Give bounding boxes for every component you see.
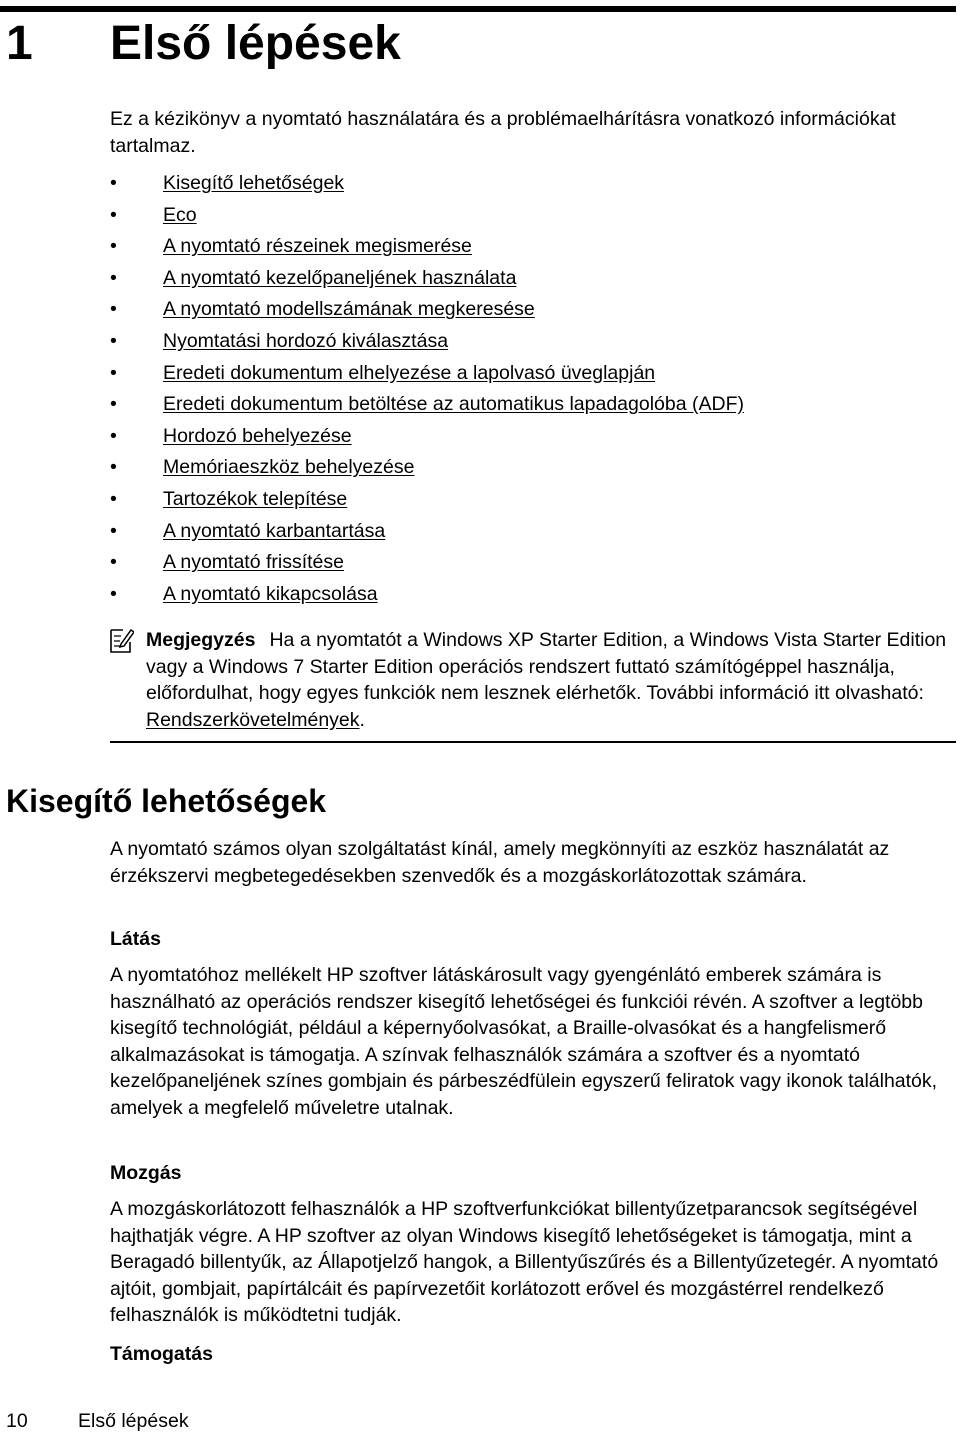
toc-item <box>110 455 744 487</box>
chapter-top-rule <box>0 6 956 12</box>
chapter-toc <box>110 171 744 613</box>
toc-link[interactable]: Nyomtatási hordozó kiválasztása <box>163 329 449 352</box>
toc-link[interactable]: A nyomtató modellszámának megkeresése <box>163 298 535 321</box>
bullet-icon: • <box>110 172 117 194</box>
toc-item <box>110 361 744 393</box>
toc-item <box>110 519 744 551</box>
toc-link[interactable]: Eredeti dokumentum betöltése az automatikus lapadagolóba (ADF) <box>163 393 744 416</box>
bullet-icon: • <box>110 329 117 352</box>
subheading-latas: Látás <box>110 928 161 950</box>
bullet-icon: • <box>110 361 117 384</box>
section-title: Kisegítő lehetőségek <box>6 783 327 819</box>
toc-link[interactable]: Tartozékok telepítése <box>163 487 348 510</box>
bullet-icon: • <box>110 551 117 574</box>
note-label: Megjegyzés <box>146 629 256 651</box>
latas-paragraph: A nyomtatóhoz mellékelt HP szoftver látáskárosult vagy gyengénlátó emberek számára is használható az operációs rendszer kisegítő lehetőségei és funkciói révén. A szoftver a legtöbb kisegítő technológiát, például a képernyőolvasókat, a Braille-olvasókat és a hangfelismerő alkalmazásokat is támogatja. A színvak felhasználók számára a szoftver és a nyomtató kezelőpaneljének színes gombjain és párbeszédfülein egyszerű feliratok vagy ikonok találhatók, amelyek a megfelelő műveletre utalnak. <box>110 964 938 1119</box>
toc-link[interactable]: A nyomtató kikapcsolása <box>163 582 378 605</box>
toc-item <box>110 297 744 329</box>
toc-item <box>110 203 744 235</box>
note-link[interactable]: Rendszerkövetelmények <box>146 708 360 731</box>
bullet-icon: • <box>110 393 117 416</box>
toc-item <box>110 424 744 456</box>
toc-item <box>110 329 744 361</box>
toc-item <box>110 582 744 614</box>
bullet-icon: • <box>110 235 117 258</box>
note-divider <box>110 741 956 743</box>
chapter-number: 1 <box>6 17 33 70</box>
chapter-title <box>6 14 401 74</box>
toc-link[interactable]: A nyomtató frissítése <box>163 551 344 574</box>
toc-link[interactable]: A nyomtató karbantartása <box>163 519 386 542</box>
subheading-mozgas: Mozgás <box>110 1162 182 1184</box>
toc-item <box>110 550 744 582</box>
bullet-icon: • <box>110 582 117 605</box>
toc-link[interactable]: Eco <box>163 203 197 226</box>
mozgas-paragraph: A mozgáskorlátozott felhasználók a HP szoftverfunkciókat billentyűzetparancsok segítségével hajthatják végre. A HP szoftver az olyan Windows kisegítő lehetőségeket is támogatja, mint a Beragadó billentyűk, az Állapotjelző hangok, a Billentyűszűrés és a Billentyűzetegér. A nyomtató ajtóit, gombjait, papírtálcáit és papírvezetőit korlátozott erővel és mozgástérrel rendelkező felhasználók is működtetni tudják. <box>110 1198 939 1326</box>
toc-link[interactable]: A nyomtató kezelőpaneljének használata <box>163 266 517 289</box>
toc-item <box>110 234 744 266</box>
toc-link[interactable]: Memóriaeszköz behelyezése <box>163 456 415 479</box>
toc-item <box>110 266 744 298</box>
toc-link[interactable]: Kisegítő lehetőségek <box>163 172 345 194</box>
chapter-title-text: Első lépések <box>110 17 401 70</box>
bullet-icon: • <box>110 298 117 321</box>
toc-link[interactable]: Hordozó behelyezése <box>163 424 352 447</box>
bullet-icon: • <box>110 519 117 542</box>
bullet-icon: • <box>110 487 117 510</box>
bullet-icon: • <box>110 266 117 289</box>
bullet-icon: • <box>110 456 117 479</box>
note-end: . <box>359 708 365 731</box>
toc-item <box>110 392 744 424</box>
note-block <box>146 627 956 733</box>
section-intro: A nyomtató számos olyan szolgáltatást kínál, amely megkönnyíti az eszköz használatát az érzékszervi megbetegedésekben szenvedők és a mozgáskorlátozottak számára. <box>110 838 890 887</box>
bullet-icon: • <box>110 203 117 226</box>
toc-item <box>110 171 744 203</box>
note-text: Ha a nyomtatót a Windows XP Starter Edition, a Windows Vista Starter Edition vagy a Windows 7 Starter Edition operációs rendszert futtató számítógéppel használja, előfordulhat, hogy egyes funkciók nem lesznek elérhetők. További információ itt olvasható: <box>146 629 947 704</box>
footer-chapter-title: Első lépések <box>78 1410 189 1432</box>
toc-link[interactable]: Eredeti dokumentum elhelyezése a lapolvasó üveglapján <box>163 361 656 384</box>
intro-paragraph: Ez a kézikönyv a nyomtató használatára és a problémaelhárításra vonatkozó információkat tartalmaz. <box>110 108 896 157</box>
toc-link[interactable]: A nyomtató részeinek megismerése <box>163 235 472 258</box>
page-number: 10 <box>6 1410 28 1432</box>
toc-item <box>110 487 744 519</box>
subheading-tamogatas: Támogatás <box>110 1343 213 1365</box>
note-icon <box>110 627 134 653</box>
bullet-icon: • <box>110 424 117 447</box>
